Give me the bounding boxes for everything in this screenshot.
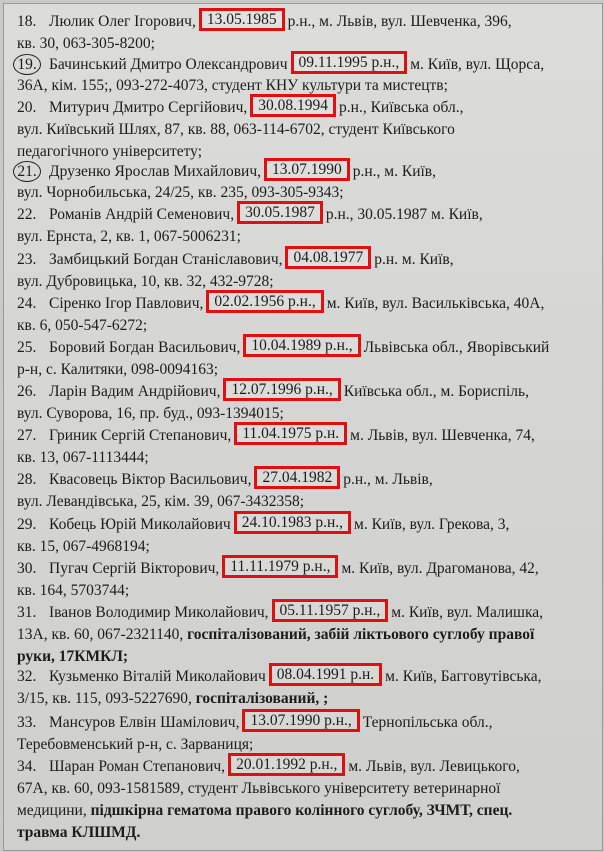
highlighted-date: 04.08.1977	[285, 246, 371, 269]
entry-number: 18.	[17, 13, 37, 30]
highlighted-date: 30.08.1994	[250, 94, 336, 117]
highlighted-date: 13.07.1990	[264, 158, 350, 181]
highlighted-date: 10.04.1989 р.н.,	[243, 334, 360, 357]
circled-entry-number: 21.	[13, 161, 41, 182]
highlighted-date: 09.11.1995 р.н.,	[291, 51, 408, 74]
highlighted-date: 24.10.1983 р.н.,	[234, 511, 351, 534]
highlighted-date: 02.02.1956 р.н.,	[206, 290, 323, 313]
highlighted-date: 27.04.1982	[254, 466, 340, 489]
highlighted-date: 20.01.1992 р.н.,	[228, 753, 345, 776]
highlighted-date: 13.05.1985	[199, 8, 285, 31]
circled-entry-number: 19.	[13, 54, 41, 75]
highlighted-date: 11.04.1975 р.н.	[234, 422, 347, 445]
document-page: 18. Люлик Олег Ігорович, 13.05.1985 р.н., м. Львів, вул. Шевченка, 396, кв. 30, 063-305-8200; 19. Бачинський Дмитро Олександрович 09.11.1995 р.н., м. Київ, вул. Щорса, 36А, кім. 155;, 093-272-4073, студент КНУ культури та мистецтв; 20. Митурич Дмитро Сергійович, 30.08.1994 р.н., Київська обл., вул. Київський Шлях, 87, кв. 88, 063-114-6702, студент Київського педагогічного університету; 21. Друзенко Ярослав Михайлович, 13.07.1990 р.н., м. Київ, вул. Чорнобильська, 24/25, кв. 235, 093-305-9343; 22. Романів Андрій Семенович, 30.05.1987 р.н., 30.05.1987 м. Київ, вул. Ернста, 2, кв. 1, 067-5006231; 23. Замбицький Богдан Станіславович, 04.08.1977 р.н. м. Київ, вул. Дубровицька, 10, кв. 32, 432-9728; 24. Сіренко Ігор Павлович, 02.02.1956 р.н., м. Київ, вул. Васильківська, 40А, кв. 6, 050-547-6272; 25. Боровий Богдан Васильович, 10.04.1989 р.н., Львівська обл., Яворівський р-н, с. Калитяки, 098-0094163; 26. Ларін Вадим Андрійович, 12.07.1996 р.н., Київська обл., м. Бориспіль, вул. Суворова, 16, пр. буд., 093-1394015; 27. Гриник Сергій Степанович, 11.04.1975 р.н. м. Львів, вул. Шевченка, 74, кв. 13, 067-1113444; 28. Квасовець Віктор Васильович, 27.04.1982 р.н., м. Львів, вул. Левандівська, 25, кім. 39, 067-3432358; 29. Кобець Юрій Миколайович 24.10.1983 р.н., м. Київ, вул. Грекова, 3, кв. 15, 067-4968194; 30. Пугач Сергій Вікторович, 11.11.1979 р.н., м. Київ, вул. Драгоманова, 42, кв. 164, 5703744; 31. Іванов Володимир Миколайович, 05.11.1957 р.н., м. Київ, вул. Малишка, 13А, кв. 60, 067-2321140, госпіталізований, забій ліктьового суглобу правої руки, 17КМКЛ; 32. Кузьменко Віталій Миколайович 08.04.1991 р.н. м. Київ, Багговутівська, 3/15, кв. 115, 093-5227690, госпіталізований, ; 33. Мансуров Елвін Шамілович, 13.07.1990 р.н., Тернопільська обл., Теребовменський р-н, с. Зарваниця; 34. Шаран Роман Степанович, 20.01.1992 р.н., м. Львів, вул. Левицького, 67А, кв. 60, 093-1581589, студент Львівського університету ветеринарної медицини, підшкірна гематома правого колінного суглобу, ЗЧМТ, спец. травма КЛШМД.	[3, 3, 603, 851]
highlighted-date: 11.11.1979 р.н.,	[222, 555, 338, 578]
highlighted-date: 13.07.1990 р.н.,	[242, 709, 359, 732]
highlighted-date: 12.07.1996 р.н.,	[223, 378, 340, 401]
highlighted-date: 30.05.1987	[237, 201, 323, 224]
highlighted-date: 08.04.1991 р.н.	[269, 663, 382, 686]
highlighted-date: 05.11.1957 р.н.,	[272, 599, 389, 622]
